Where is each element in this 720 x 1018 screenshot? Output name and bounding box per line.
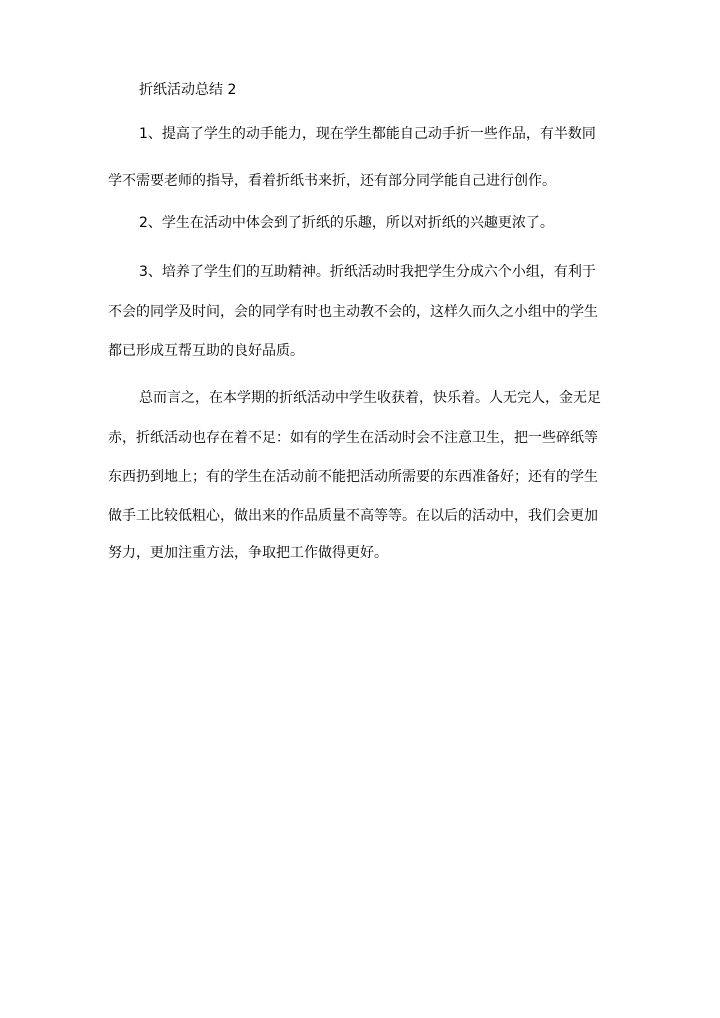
paragraph-4-line-2: 赤，折纸活动也存在着不足：如有的学生在活动时会不注意卫生，把一些碎纸等 — [108, 430, 598, 446]
paragraph-4-line-1: 总而言之，在本学期的折纸活动中学生收获着，快乐着。人无完人，金无足 — [139, 390, 601, 406]
paragraph-1-line-2: 学不需要老师的指导，看着折纸书来折，还有部分同学能自己进行创作。 — [108, 173, 556, 189]
paragraph-4-line-4: 做手工比较低粗心，做出来的作品质量不高等等。在以后的活动中，我们会更加 — [108, 508, 598, 524]
document-title: 折纸活动总结 2 — [139, 82, 237, 98]
paragraph-1-line-1: 1、提高了学生的动手能力，现在学生都能自己动手折一些作品，有半数同 — [139, 126, 596, 142]
paragraph-4-line-5: 努力，更加注重方法，争取把工作做得更好。 — [108, 545, 388, 561]
paragraph-4-line-3: 东西扔到地上；有的学生在活动前不能把活动所需要的东西准备好；还有的学生 — [108, 469, 598, 485]
paragraph-3-line-1: 3、培养了学生们的互助精神。折纸活动时我把学生分成六个小组，有利于 — [139, 264, 596, 280]
paragraph-3-line-3: 都已形成互帮互助的良好品质。 — [108, 343, 304, 359]
paragraph-2-line-1: 2、学生在活动中体会到了折纸的乐趣，所以对折纸的兴趣更浓了。 — [139, 215, 554, 231]
paragraph-3-line-2: 不会的同学及时问，会的同学有时也主动教不会的，这样久而久之小组中的学生 — [108, 304, 598, 320]
